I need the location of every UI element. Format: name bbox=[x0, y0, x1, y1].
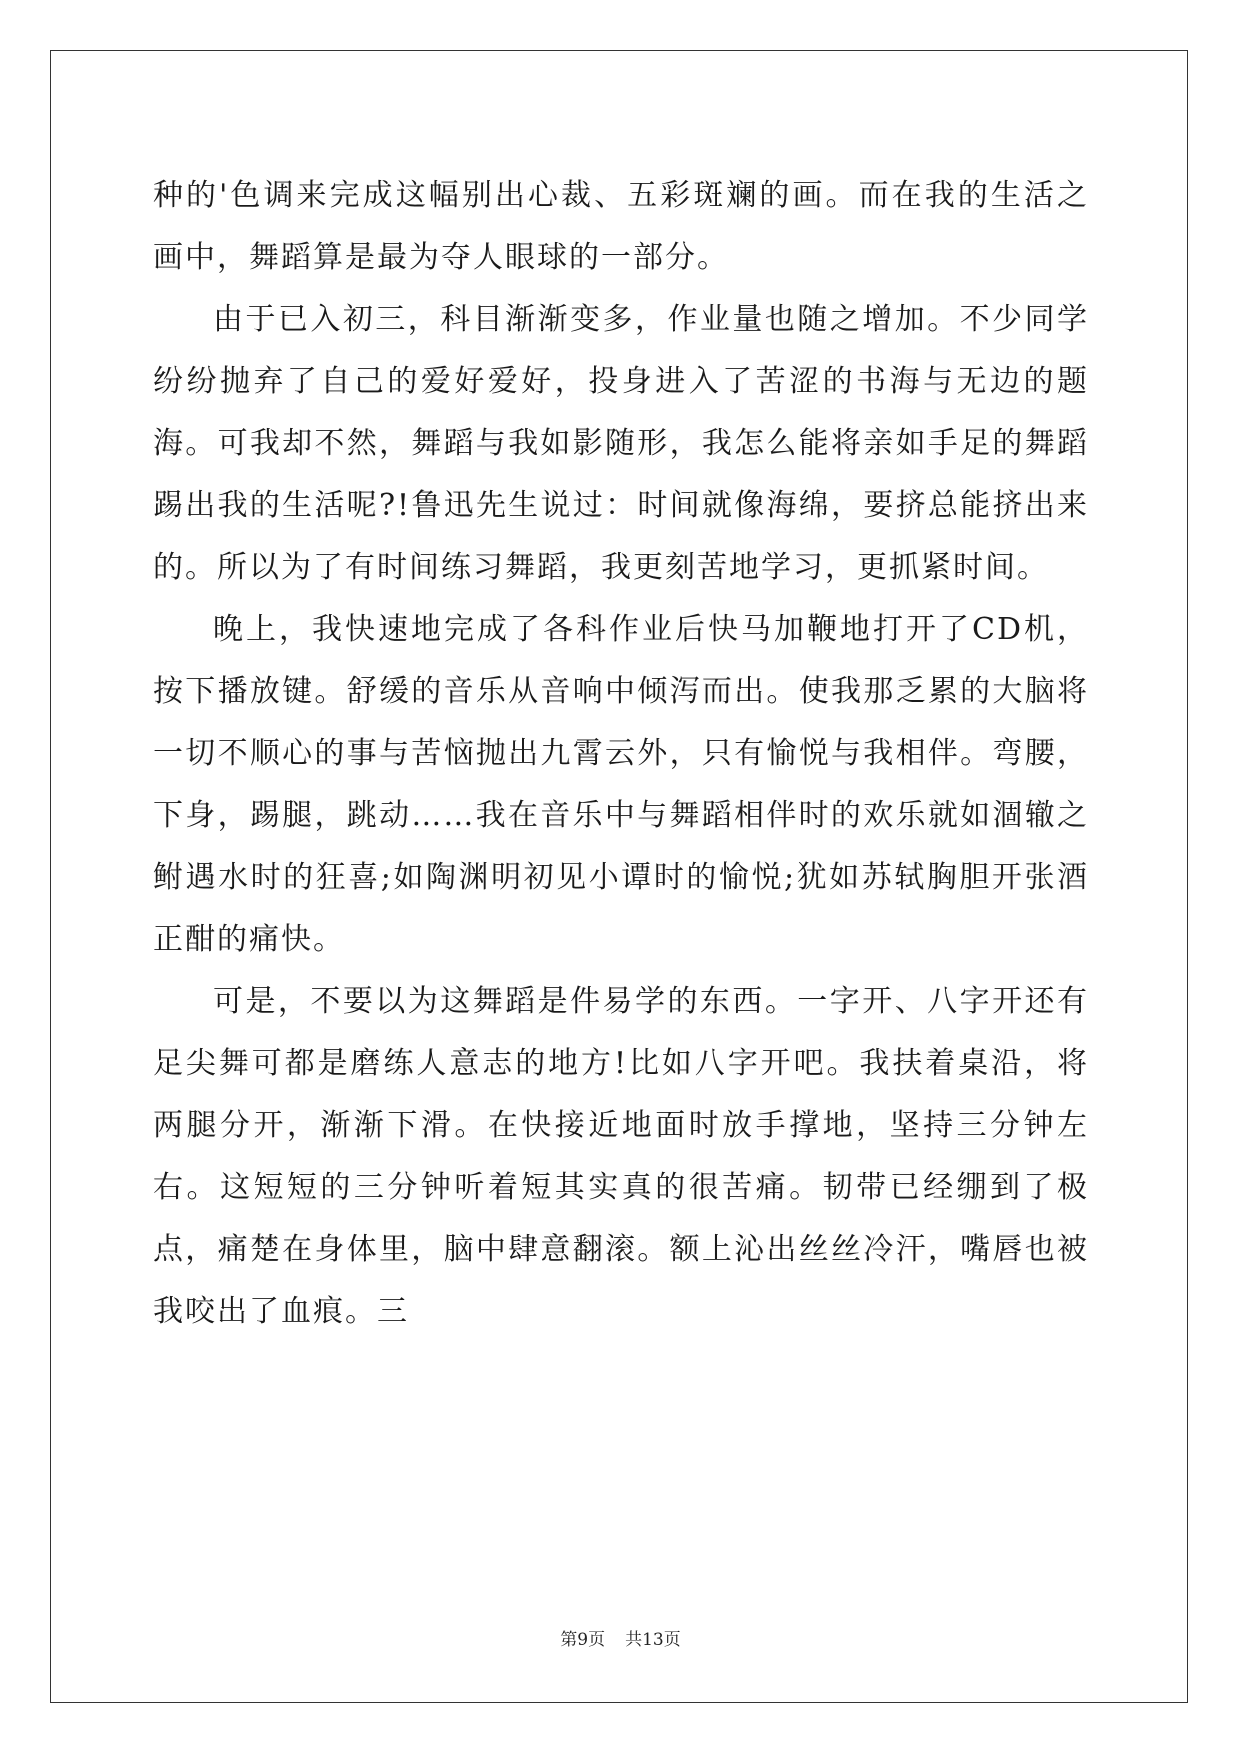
paragraph-2: 由于已入初三，科目渐渐变多，作业量也随之增加。不少同学纷纷抛弃了自己的爱好爱好，投身进入了苦涩的书海与无边的题海。可我却不然，舞蹈与我如影随形，我怎么能将亲如手足的舞蹈踢出我的生活呢?!鲁迅先生说过：时间就像海绵，要挤总能挤出来的。所以为了有时间练习舞蹈，我更刻苦地学习，更抓紧时间。 bbox=[153, 302, 1089, 585]
paragraph-1: 种的'色调来完成这幅别出心裁、五彩斑斓的画。而在我的生活之画中，舞蹈算是最为夺人眼球的一部分。 bbox=[153, 178, 1089, 275]
page-number: 第9页 bbox=[560, 1630, 606, 1650]
document-body bbox=[153, 165, 1089, 1343]
page-footer bbox=[0, 1625, 1241, 1650]
paragraph-4: 可是，不要以为这舞蹈是件易学的东西。一字开、八字开还有足尖舞可都是磨练人意志的地方!比如八字开吧。我扶着桌沿，将两腿分开，渐渐下滑。在快接近地面时放手撑地，坚持三分钟左右。这短短的三分钟听着短其实真的很苦痛。韧带已经绷到了极点，痛楚在身体里，脑中肆意翻滚。额上沁出丝丝冷汗，嘴唇也被我咬出了血痕。三 bbox=[153, 984, 1089, 1329]
page-total: 共13页 bbox=[625, 1630, 681, 1650]
paragraph-3: 晚上，我快速地完成了各科作业后快马加鞭地打开了CD机，按下播放键。舒缓的音乐从音响中倾泻而出。使我那乏累的大脑将一切不顺心的事与苦恼抛出九霄云外，只有愉悦与我相伴。弯腰，下身，踢腿，跳动……我在音乐中与舞蹈相伴时的欢乐就如涸辙之鲋遇水时的狂喜;如陶渊明初见小谭时的愉悦;犹如苏轼胸胆开张酒正酣的痛快。 bbox=[153, 612, 1089, 957]
